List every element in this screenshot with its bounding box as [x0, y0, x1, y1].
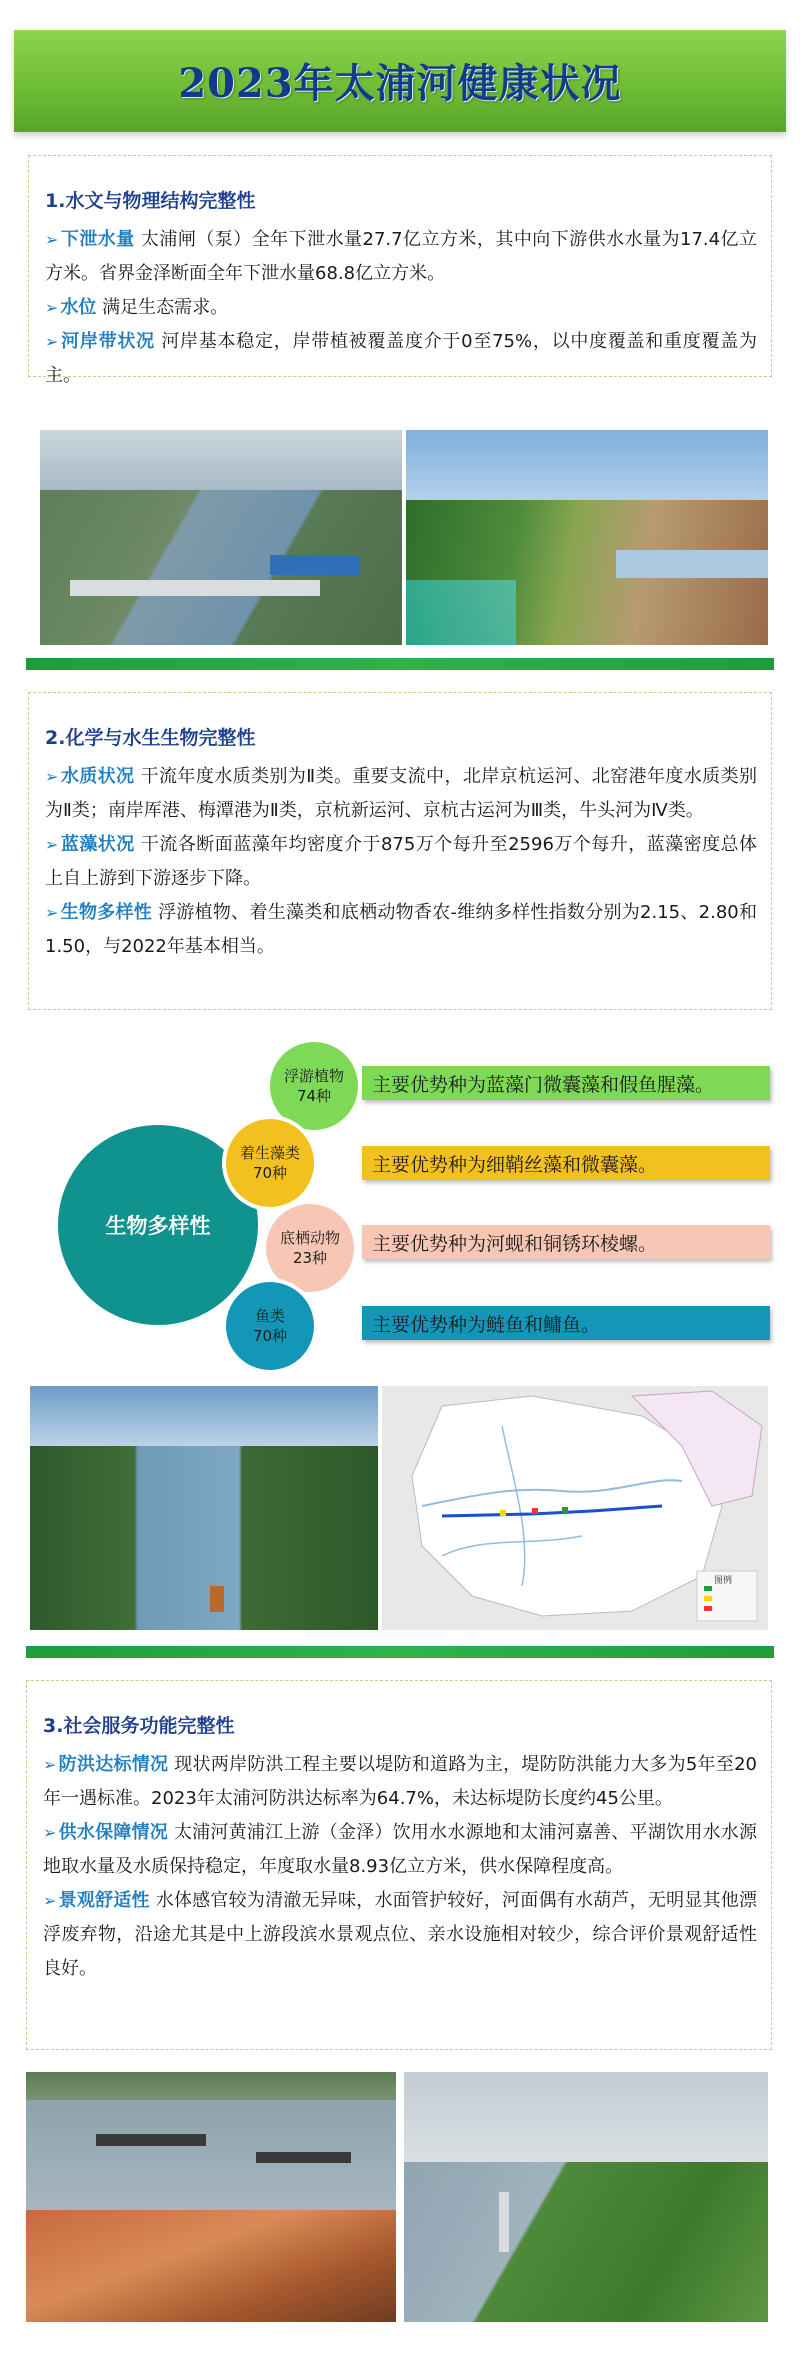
arrow-icon: ➢	[45, 767, 59, 786]
item-text: 满足生态需求。	[96, 297, 229, 318]
river-location-map	[382, 1386, 768, 1630]
section3-panel	[26, 1680, 772, 2050]
item-text: 现状两岸防洪工程主要以堤防和道路为主，堤防防洪能力大多为5年至20年一遇标准。2023年太浦河防洪达标率为64.7%，未达标堤防长度约45公里。	[43, 1754, 757, 1809]
keyword: 水位	[60, 297, 97, 318]
bar-fish	[362, 1306, 770, 1340]
section3-item	[43, 1816, 757, 1884]
group-desc: 主要优势种为鲢鱼和鳙鱼。	[372, 1313, 601, 1336]
biodiversity-center-label: 生物多样性	[105, 1214, 211, 1238]
section1-panel	[28, 155, 772, 386]
section2-item	[45, 828, 757, 896]
circle-benthos	[266, 1204, 354, 1292]
section1-title: 1.水文与物理结构完整性	[45, 190, 256, 212]
section1-item	[45, 325, 757, 393]
keyword: 防洪达标情况	[58, 1754, 169, 1775]
group-count: 70种	[252, 1327, 288, 1345]
item-text: 浮游植物、着生藻类和底栖动物香农-维纳多样性指数分别为2.15、2.80和1.50，与2022年基本相当。	[45, 902, 758, 957]
group-desc: 主要优势种为河蚬和铜锈环棱螺。	[372, 1232, 658, 1255]
section3-item	[43, 1884, 757, 1986]
keyword: 水质状况	[60, 766, 135, 787]
section-divider	[26, 1646, 774, 1658]
arrow-icon: ➢	[45, 835, 59, 854]
keyword: 供水保障情况	[58, 1822, 168, 1843]
item-text: 太浦闸（泵）全年下泄水量27.7亿立方米，其中向下游供水水量为17.4亿立方米。省界金泽断面全年下泄水量68.8亿立方米。	[45, 229, 758, 284]
group-desc: 主要优势种为蓝藻门微囊藻和假鱼腥藻。	[372, 1073, 715, 1096]
section3-item	[43, 1748, 757, 1816]
section2-title: 2.化学与水生生物完整性	[45, 727, 256, 749]
section-divider	[26, 658, 774, 670]
group-name: 鱼类	[254, 1307, 285, 1325]
section2-item	[45, 896, 757, 964]
item-text: 太浦河黄浦江上游（金泽）饮用水水源地和太浦河嘉善、平湖饮用水水源地取水量及水质保持稳定，年度取水量8.93亿立方米，供水保障程度高。	[43, 1822, 758, 1877]
section2-panel	[28, 692, 772, 1010]
keyword: 景观舒适性	[58, 1890, 150, 1911]
arrow-icon: ➢	[45, 332, 59, 351]
bar-phytoplankton	[362, 1066, 770, 1100]
group-name: 着生藻类	[239, 1144, 300, 1162]
keyword: 下泄水量	[60, 229, 135, 250]
photo-river-barges	[26, 2072, 396, 2322]
circle-periphyton	[226, 1119, 314, 1207]
map-legend-title: 图例	[714, 1576, 733, 1586]
map-graphic	[382, 1386, 768, 1630]
arrow-icon: ➢	[45, 230, 59, 249]
section3-title: 3.社会服务功能完整性	[43, 1715, 235, 1737]
photo-green-embankment	[404, 2072, 768, 2322]
item-text: 河岸基本稳定，岸带植被覆盖度介于0至75%，以中度覆盖和重度覆盖为主。	[45, 331, 757, 386]
title-banner	[14, 30, 786, 132]
circle-fish	[226, 1282, 314, 1370]
arrow-icon: ➢	[43, 1891, 57, 1910]
section1-item	[45, 291, 757, 325]
keyword: 河岸带状况	[60, 331, 155, 352]
arrow-icon: ➢	[45, 903, 59, 922]
bar-benthos	[362, 1225, 770, 1259]
section2-item	[45, 760, 757, 828]
group-name: 底栖动物	[279, 1229, 340, 1247]
item-text: 干流年度水质类别为Ⅱ类。重要支流中，北岸京杭运河、北窑港年度水质类别为Ⅱ类；南岸厍港、梅潭港为Ⅱ类，京杭新运河、京杭古运河为Ⅲ类，牛头河为Ⅳ类。	[45, 766, 758, 821]
item-text: 水体感官较为清澈无异味，水面管护较好，河面偶有水葫芦，无明显其他漂浮废弃物，沿途尤其是中上游段滨水景观点位、亲水设施相对较少，综合评价景观舒适性良好。	[43, 1890, 758, 1979]
group-count: 70种	[252, 1164, 288, 1182]
keyword: 蓝藻状况	[60, 834, 135, 855]
photo-riverbank-path	[406, 430, 768, 645]
group-desc: 主要优势种为细鞘丝藻和微囊藻。	[372, 1153, 658, 1176]
bar-periphyton	[362, 1146, 770, 1180]
keyword: 生物多样性	[60, 902, 153, 923]
section1-item	[45, 223, 757, 291]
arrow-icon: ➢	[45, 298, 59, 317]
page-title: 2023年太浦河健康状况	[178, 60, 622, 107]
photo-sluice-aerial	[40, 430, 402, 645]
arrow-icon: ➢	[43, 1755, 57, 1774]
arrow-icon: ➢	[43, 1823, 57, 1842]
item-text: 干流各断面蓝藻年均密度介于875万个每升至2596万个每升，蓝藻密度总体上自上游到下游逐步下降。	[45, 834, 758, 889]
circle-phytoplankton	[270, 1042, 358, 1130]
photo-river-aerial	[30, 1386, 378, 1630]
group-count: 23种	[292, 1249, 328, 1267]
group-name: 浮游植物	[283, 1067, 344, 1085]
group-count: 74种	[296, 1087, 332, 1105]
